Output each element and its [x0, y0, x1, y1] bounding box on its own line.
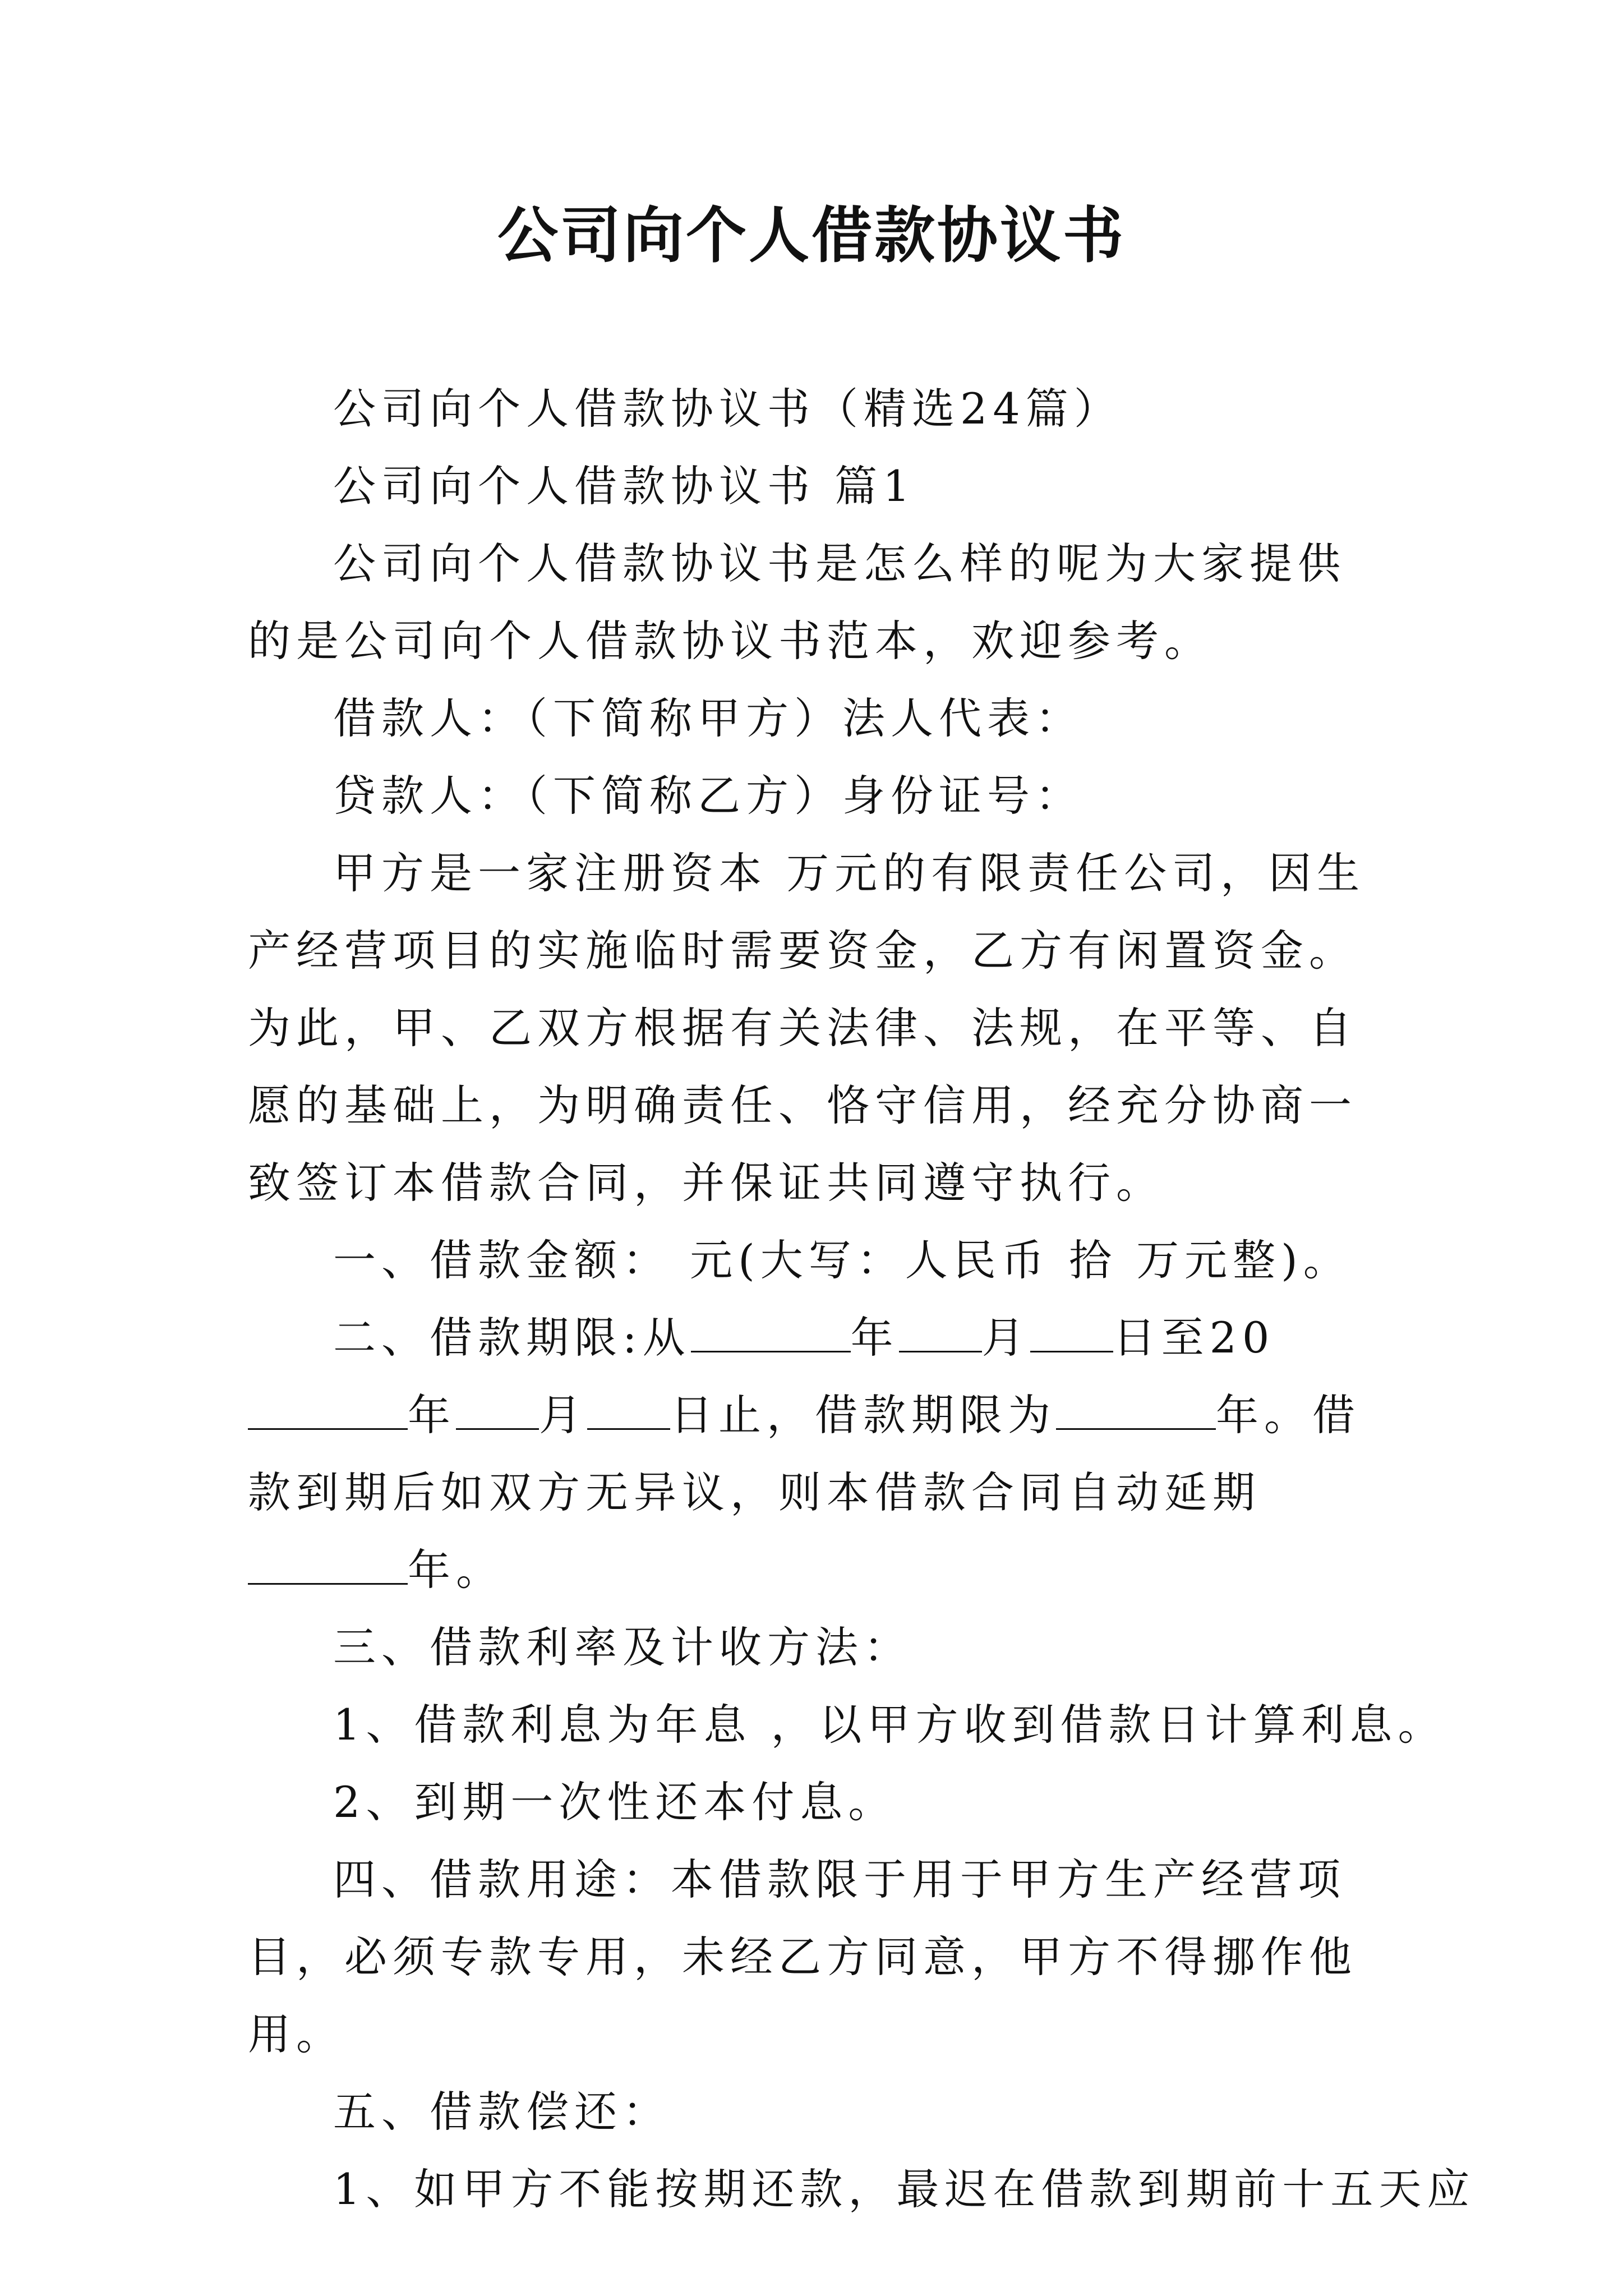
- term-text: 日止，借款期限为: [670, 1390, 1056, 1440]
- blank-end-month: [456, 1392, 539, 1430]
- blank-extension-years: [248, 1547, 408, 1585]
- paragraph-subtitle: 公司向个人借款协议书（精选24篇）: [333, 384, 1122, 434]
- paragraph-section-heading: 公司向个人借款协议书 篇1: [333, 461, 916, 511]
- paragraph-repayment-heading: 五、借款偿还：: [333, 2087, 671, 2137]
- paragraph-loan-amount: 一、借款金额： 元(大写：人民币 拾 万元整)。: [333, 1235, 1352, 1285]
- document-body: [248, 370, 1476, 2228]
- term-text: 年。借款到期后如双方无异议，则本借款合同自动延期: [248, 1390, 1361, 1517]
- paragraph-lender: 贷款人：（下简称乙方）身份证号：: [333, 771, 1083, 821]
- paragraph-loan-purpose: 四、借款用途：本借款限于用于甲方生产经营项目，必须专款专用，未经乙方同意，甲方不得挪作他用。: [248, 1855, 1357, 2059]
- paragraph-loan-term: [248, 1299, 1381, 1609]
- blank-end-day: [587, 1392, 670, 1430]
- blank-start-month: [899, 1314, 982, 1352]
- paragraph-interest-heading: 三、借款利率及计收方法：: [333, 1622, 912, 1672]
- term-text: 月: [539, 1390, 587, 1440]
- term-text: 年: [850, 1313, 899, 1363]
- paragraph-background: 甲方是一家注册资本 万元的有限责任公司，因生产经营项目的实施临时需要资金，乙方有闲置资金。为此，甲、乙双方根据有关法律、法规，在平等、自愿的基础上，为明确责任、恪守信用，经充分协商一致签订本借款合同，并保证共同遵守执行。: [248, 848, 1366, 1208]
- paragraph-borrower: 借款人：（下简称甲方）法人代表：: [333, 693, 1083, 743]
- blank-start-day: [1030, 1314, 1113, 1352]
- paragraph-interest-rule-1: 1、借款利息为年息 ，以甲方收到借款日计算利息。: [333, 1700, 1446, 1750]
- blank-start-year: [691, 1314, 851, 1352]
- term-text: 月: [981, 1313, 1030, 1363]
- term-text: 年。: [408, 1545, 504, 1595]
- term-text: 日至20: [1113, 1313, 1275, 1363]
- paragraph-interest-rule-2: 2、到期一次性还本付息。: [333, 1777, 897, 1827]
- term-text: 二、借款期限:从: [333, 1313, 691, 1363]
- paragraph-intro: 公司向个人借款协议书是怎么样的呢为大家提供的是公司向个人借款协议书范本，欢迎参考。: [248, 539, 1346, 666]
- blank-end-year: [248, 1392, 408, 1430]
- blank-term-length: [1056, 1392, 1216, 1430]
- document-title: 公司向个人借款协议书: [497, 200, 1126, 271]
- paragraph-repayment-rule-1: 1、如甲方不能按期还款，最迟在借款到期前十五天应: [333, 2164, 1476, 2214]
- term-text: 年: [408, 1390, 456, 1440]
